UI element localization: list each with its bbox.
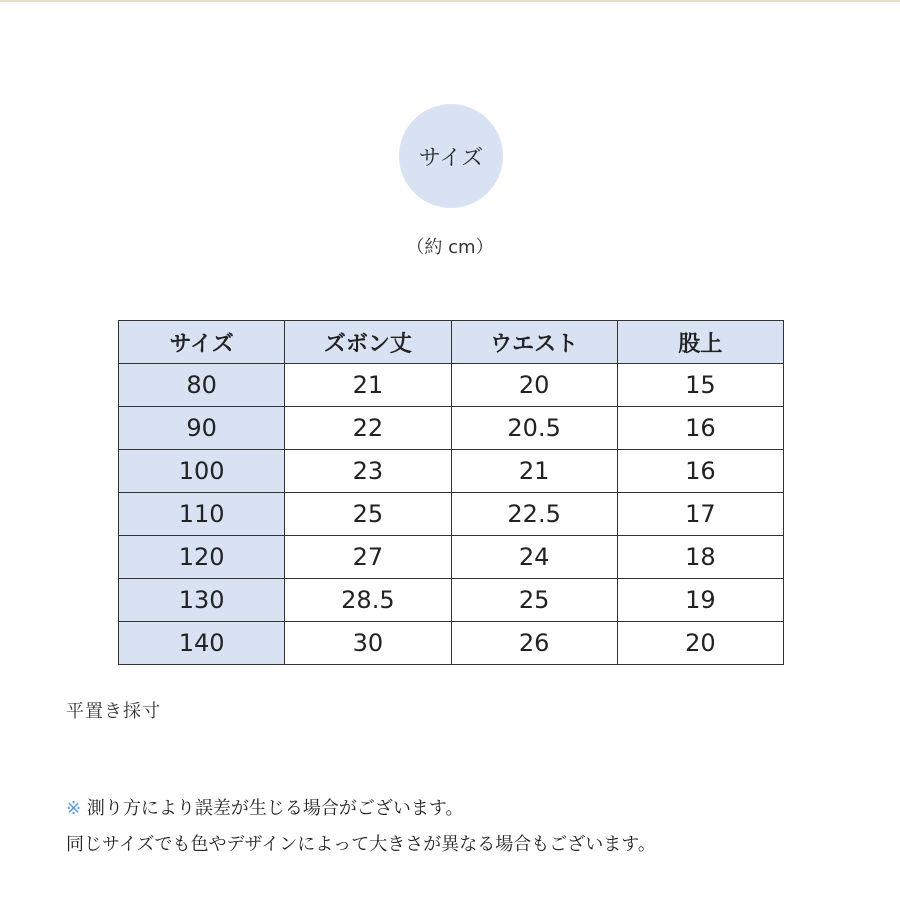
- measurement-method-note: 平置き採寸: [66, 701, 161, 722]
- disclaimer-text-1: 測り方により誤差が生じる場合がございます。: [81, 798, 464, 819]
- table-row: [119, 407, 784, 450]
- cell-pants-length: 27: [285, 536, 451, 579]
- cell-rise: 16: [617, 407, 783, 450]
- header-size: サイズ: [119, 321, 285, 364]
- cell-waist: 20.5: [451, 407, 617, 450]
- page-title: サイズ: [418, 145, 484, 171]
- table-row: [119, 536, 784, 579]
- cell-rise: 20: [617, 622, 783, 665]
- disclaimer-line-2: 同じサイズでも色やデザインによって大きさが異なる場合もございます。: [66, 834, 656, 855]
- cell-waist: 26: [451, 622, 617, 665]
- cell-waist: 25: [451, 579, 617, 622]
- header-waist: ウエスト: [451, 321, 617, 364]
- header-rise: 股上: [617, 321, 783, 364]
- title-badge: [399, 104, 503, 208]
- cell-rise: 15: [617, 364, 783, 407]
- cell-pants-length: 21: [285, 364, 451, 407]
- table-row: [119, 579, 784, 622]
- cell-waist: 21: [451, 450, 617, 493]
- cell-pants-length: 28.5: [285, 579, 451, 622]
- cell-size: 100: [119, 450, 285, 493]
- table-header-row: [119, 321, 784, 364]
- table-row: [119, 364, 784, 407]
- reference-mark: ※: [66, 798, 82, 819]
- header-pants-length: ズボン丈: [285, 321, 451, 364]
- cell-size: 90: [119, 407, 285, 450]
- cell-pants-length: 25: [285, 493, 451, 536]
- cell-pants-length: 22: [285, 407, 451, 450]
- cell-size: 130: [119, 579, 285, 622]
- cell-rise: 16: [617, 450, 783, 493]
- cell-size: 80: [119, 364, 285, 407]
- cell-size: 140: [119, 622, 285, 665]
- table-row: [119, 493, 784, 536]
- size-table: [118, 320, 784, 665]
- disclaimer-notes: [66, 791, 656, 863]
- unit-note: （約 cm）: [406, 237, 494, 258]
- top-divider: [0, 0, 900, 2]
- cell-size: 110: [119, 493, 285, 536]
- cell-rise: 19: [617, 579, 783, 622]
- cell-waist: 24: [451, 536, 617, 579]
- table-row: [119, 622, 784, 665]
- cell-rise: 18: [617, 536, 783, 579]
- cell-size: 120: [119, 536, 285, 579]
- cell-pants-length: 23: [285, 450, 451, 493]
- disclaimer-line-1: [66, 791, 656, 827]
- cell-waist: 22.5: [451, 493, 617, 536]
- table-row: [119, 450, 784, 493]
- cell-rise: 17: [617, 493, 783, 536]
- cell-waist: 20: [451, 364, 617, 407]
- cell-pants-length: 30: [285, 622, 451, 665]
